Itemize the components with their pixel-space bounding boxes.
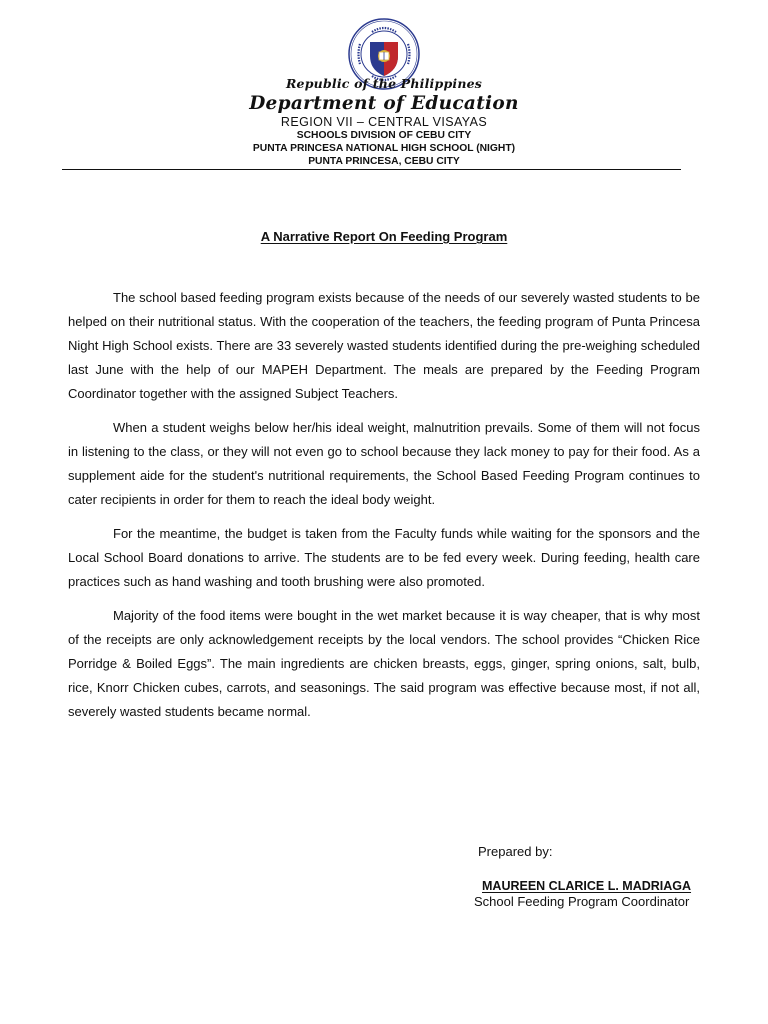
paragraph-2: When a student weighs below her/his ideal weight, malnutrition prevails. Some of them will not focus in listening to the class, or they will not even go to school because they lack money to pay for their food. As a supplement aide for the student's nutritional requirements, the School Based Feeding Program continues to cater recipients in order for them to reach the ideal body weight. <box>68 420 700 507</box>
region-heading: REGION VII – CENTRAL VISAYAS <box>280 115 488 129</box>
school-heading: PUNTA PRINCESA NATIONAL HIGH SCHOOL (NIGHT) <box>252 143 516 154</box>
report-body <box>68 286 700 734</box>
letterhead-divider <box>62 169 681 170</box>
department-heading: Department of Education <box>249 93 519 114</box>
signatory-name: MAUREEN CLARICE L. MADRIAGA <box>482 879 692 893</box>
republic-heading: Republic of the Philippines <box>285 76 483 91</box>
paragraph-3: For the meantime, the budget is taken from the Faculty funds while waiting for the sponsors and the Local School Board donations to arrive. The students are to be fed every week. During feeding, health care practices such as hand washing and tooth brushing were also promoted. <box>68 526 700 589</box>
paragraph-1: The school based feeding program exists because of the needs of our severely wasted students to be helped on their nutritional status. With the cooperation of the teachers, the feeding program of Punta Princesa Night High School exists. There are 33 severely wasted students identified during the pre-weighing scheduled last June with the help of our MAPEH Department. The meals are prepared by the Feeding Program Coordinator together with the assigned Subject Teachers. <box>68 290 700 401</box>
division-heading: SCHOOLS DIVISION OF CEBU CITY <box>296 130 472 141</box>
address-heading: PUNTA PRINCESA, CEBU CITY <box>308 156 460 167</box>
paragraph-4: Majority of the food items were bought in the wet market because it is way cheaper, that is why most of the receipts are only acknowledgement receipts by the local vendors. The school provides “Chicken Rice Porridge & Boiled Eggs”. The main ingredients are chicken breasts, eggs, ginger, spring onions, salt, bulb, rice, Knorr Chicken cubes, carrots, and seasonings. The said program was effective because most, if not all, severely wasted students became normal. <box>68 608 700 719</box>
report-title: A Narrative Report On Feeding Program <box>260 229 508 244</box>
prepared-by-label: Prepared by: <box>478 844 553 859</box>
signatory-position: School Feeding Program Coordinator <box>474 894 690 909</box>
